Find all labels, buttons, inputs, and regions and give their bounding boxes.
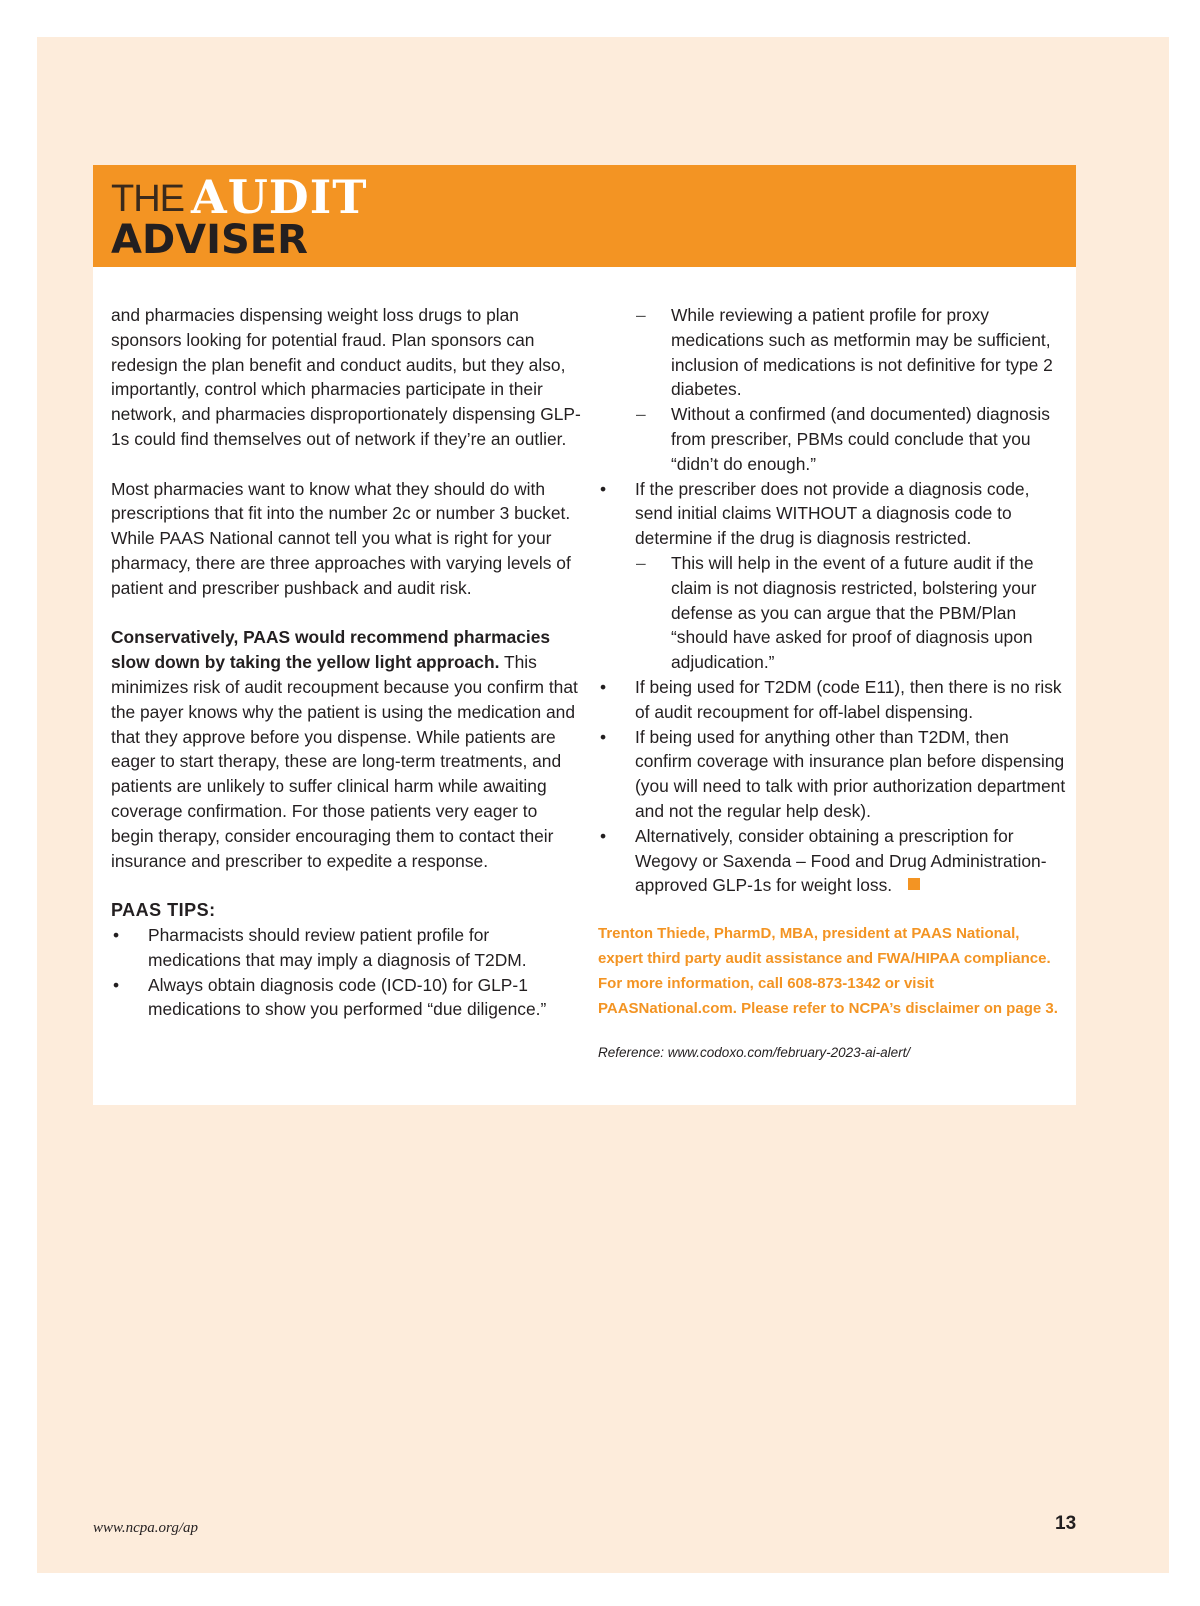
dash-item: – While reviewing a patient profile for proxy medications such as metformin may be sufficient, inclusion of medications is not definitive for type 2 diabetes. [636, 305, 1053, 400]
dash-mark: – [636, 305, 646, 325]
right-column [598, 303, 1068, 1066]
dash-mark: – [636, 552, 646, 573]
author-bio: Trenton Thiede, PharmD, MBA, president at PAAS National, expert third party audit assistance and FWA/HIPAA compliance. For more information, call 608-873-1342 or visit PAASNational.com. Please refer to NCPA’s disclaimer on page 3. [598, 925, 1058, 1017]
paragraph-3 [111, 625, 581, 873]
paragraph-3-rest: This minimizes risk of audit recoupment because you confirm that the payer knows why the patient is using the medication and that they approve before you dispense. While patients are eager to start therapy, these are long-term treatments, and patients are unlikely to suffer clinical harm while awaiting coverage confirmation. For those patients very eager to begin therapy, consider encouraging them to contact their insurance and prescriber to expedite a response. [111, 652, 578, 871]
banner-audit: AUDIT [191, 170, 368, 224]
list-item: • If the prescriber does not provide a diagnosis code, send initial claims WITHOUT a diagnosis code to determine if the drug is diagnosis restricted. [600, 478, 1030, 549]
page-number: 13 [1055, 1513, 1077, 1534]
list-item: • Pharmacists should review patient profile for medications that may imply a diagnosis of T2DM. [113, 924, 527, 970]
paragraph-2: Most pharmacies want to know what they should do with prescriptions that fit into the number 2c or number 3 bucket. While PAAS National cannot tell you what is right for your pharmacy, there are three approaches with varying levels of patient and prescriber pushback and audit risk. [111, 478, 571, 598]
dash-item: – This will help in the event of a future audit if the claim is not diagnosis restricted, bolstering your defense as you can argue that the PBM/Plan “should have asked for proof of diagnosis upon adjudication.” [636, 552, 1037, 673]
section-banner [93, 165, 1076, 267]
tips-list [111, 923, 581, 1022]
list-item: • Alternatively, consider obtaining a prescription for Wegovy or Saxenda – Food and Drug Administration-approved GLP-1s for weight loss. [600, 825, 1047, 896]
end-of-article-square-icon [908, 878, 920, 890]
reference-line: Reference: www.codoxo.com/february-2023-ai-alert/ [598, 1045, 911, 1061]
paragraph-3-bold: Conservatively, PAAS would recommend pharmacies slow down by taking the yellow light approach. [111, 627, 551, 673]
list-item: • If being used for T2DM (code E11), then there is no risk of audit recoupment for off-label dispensing. [600, 676, 1062, 722]
paragraph-1: and pharmacies dispensing weight loss drugs to plan sponsors looking for potential fraud. Plan sponsors can redesign the plan benefit and conduct audits, but they also, importantly, control which pharmacies participate in their network, and pharmacies disproportionately dispensing GLP-1s could find themselves out of network if they’re an outlier. [111, 305, 581, 449]
list-item: • If being used for anything other than T2DM, then confirm coverage with insurance plan before dispensing (you will need to talk with prior authorization department and not the regular help desk). [600, 726, 1066, 821]
bullet-mark: • [600, 676, 607, 697]
tips-title: PAAS TIPS: [111, 900, 216, 921]
bullet-mark: • [113, 974, 120, 995]
left-column [111, 303, 581, 1022]
dash-item: – Without a confirmed (and documented) diagnosis from prescriber, PBMs could conclude that you “didn’t do enough.” [636, 404, 1050, 474]
banner-the: THE [111, 178, 184, 220]
bullet-mark: • [600, 726, 607, 747]
bullet-mark: • [600, 825, 607, 846]
right-list [598, 303, 1068, 898]
dash-mark: – [636, 404, 646, 425]
list-item: • Always obtain diagnosis code (ICD-10) for GLP-1 medications to show you performed “due diligence.” [113, 974, 547, 1020]
footer-url: www.ncpa.org/ap [93, 1520, 199, 1536]
banner-adviser: ADVISER [111, 217, 308, 263]
bullet-mark: • [600, 478, 607, 499]
bullet-mark: • [113, 924, 120, 945]
